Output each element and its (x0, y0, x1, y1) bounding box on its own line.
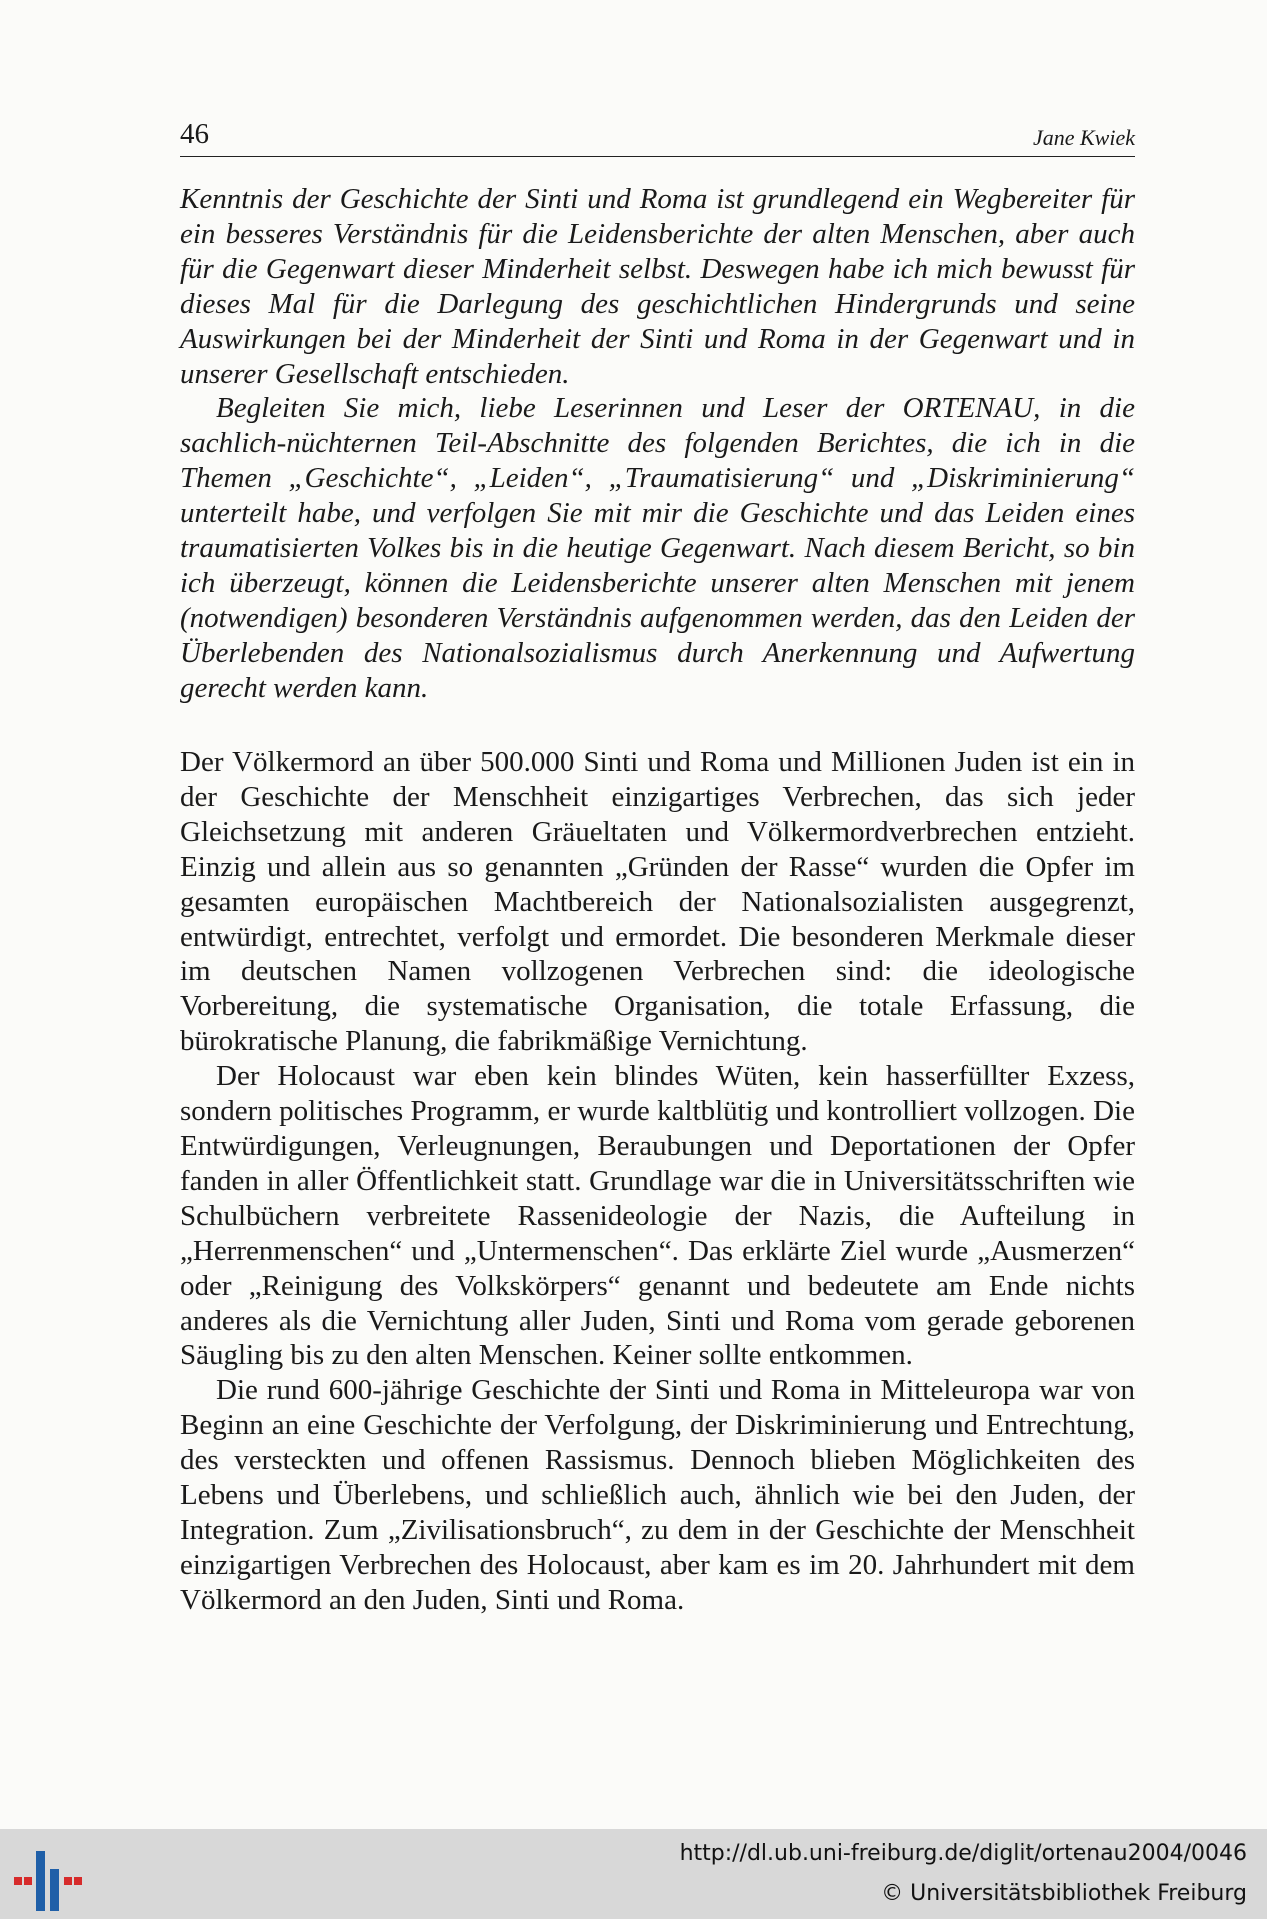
copyright-notice: © Universitätsbibliothek Freiburg (881, 1881, 1247, 1906)
body-paragraph: Die rund 600-jährige Geschichte der Sinti und Roma in Mitteleuropa war von Beginn an eine Geschichte der Verfolgung, der Diskriminierung und Entrechtung, des versteckten und offenen Rassismus. Dennoch blieben Möglichkeiten des Lebens und Überlebens, und schließlich auch, ähnlich wie bei den Juden, der Integration. Zum „Zivilisationsbruch“, zu dem in der Geschichte der Menschheit einzigartigen Verbrechen des Holocaust, aber kam es im 20. Jahrhundert mit dem Völkermord an den Juden, Sinti und Roma. (180, 1374, 1135, 1616)
permalink-link[interactable]: http://dl.ub.uni-freiburg.de/diglit/ortenau2004/0046 (679, 1841, 1247, 1866)
intro-paragraph: Begleiten Sie mich, liebe Leserinnen und Leser der ORTENAU, in die sachlich-nüchternen Teil-Abschnitte des folgenden Berichtes, die ich in die Themen „Geschichte“, „Leiden“, „Traumatisierung“ und „Diskriminierung“ unterteilt habe, und verfolgen Sie mit mir die Geschichte und das Leiden eines traumatisierten Volkes bis in die heutige Gegenwart. Nach diesem Bericht, so bin ich überzeugt, können die Leidensberichte unserer alten Menschen mit jenem (notwendigen) besonderen Verständnis aufgenommen werden, das den Leiden der Überlebenden des Nationalsozialismus durch Anerkennung und Aufwertung gerecht werden kann. (180, 392, 1135, 704)
digitization-footer (0, 1829, 1267, 1919)
main-text-section (180, 745, 1135, 1618)
body-paragraph: Der Holocaust war eben kein blindes Wüten, kein hasserfüllter Exzess, sondern politisches Programm, er wurde kaltblütig und kontrolliert vollzogen. Die Entwürdigungen, Verleugnungen, Beraubungen und Deportationen der Opfer fanden in aller Öffentlichkeit statt. Grundlage war die in Universitätsschriften wie Schulbüchern verbreitete Rassenideologie der Nazis, die Aufteilung in „Herrenmenschen“ und „Untermenschen“. Das erklärte Ziel wurde „Ausmerzen“ oder „Reinigung des Volkskörpers“ genannt und bedeutete am Ende nichts anderes als die Vernichtung aller Juden, Sinti und Roma vom gerade geborenen Säugling bis zu den alten Menschen. Keiner sollte entkommen. (180, 1060, 1135, 1372)
ub-freiburg-logo-icon (14, 1851, 84, 1911)
page-number: 46 (180, 118, 209, 150)
running-header-author: Jane Kwiek (1032, 125, 1135, 150)
body-paragraph: Der Völkermord an über 500.000 Sinti und Roma und Millionen Juden ist ein in der Geschichte der Menschheit einzigartiges Verbrechen, das sich jeder Gleichsetzung mit anderen Gräueltaten und Völkermordverbrechen entzieht. Einzig und allein aus so genannten „Gründen der Rasse“ wurden die Opfer im gesamten europäischen Machtbereich der Nationalsozialisten ausgegrenzt, entwürdigt, entrechtet, verfolgt und ermordet. Die besonderen Merkmale dieser im deutschen Namen vollzogenen Verbrechen sind: die ideologische Vorbereitung, die systematische Organisation, die totale Erfassung, die bürokratische Planung, die fabrikmäßige Vernichtung. (180, 746, 1135, 1058)
intro-section (180, 182, 1135, 706)
page-header (180, 116, 1135, 157)
intro-paragraph: Kenntnis der Geschichte der Sinti und Roma ist grundlegend ein Wegbereiter für ein besseres Verständnis für die Leidensberichte der alten Menschen, aber auch für die Gegenwart dieser Minderheit selbst. Deswegen habe ich mich bewusst für dieses Mal für die Darlegung des geschichtlichen Hindergrunds und seine Auswirkungen bei der Minderheit der Sinti und Roma in der Gegenwart und in unserer Gesellschaft entschieden. (180, 183, 1135, 390)
